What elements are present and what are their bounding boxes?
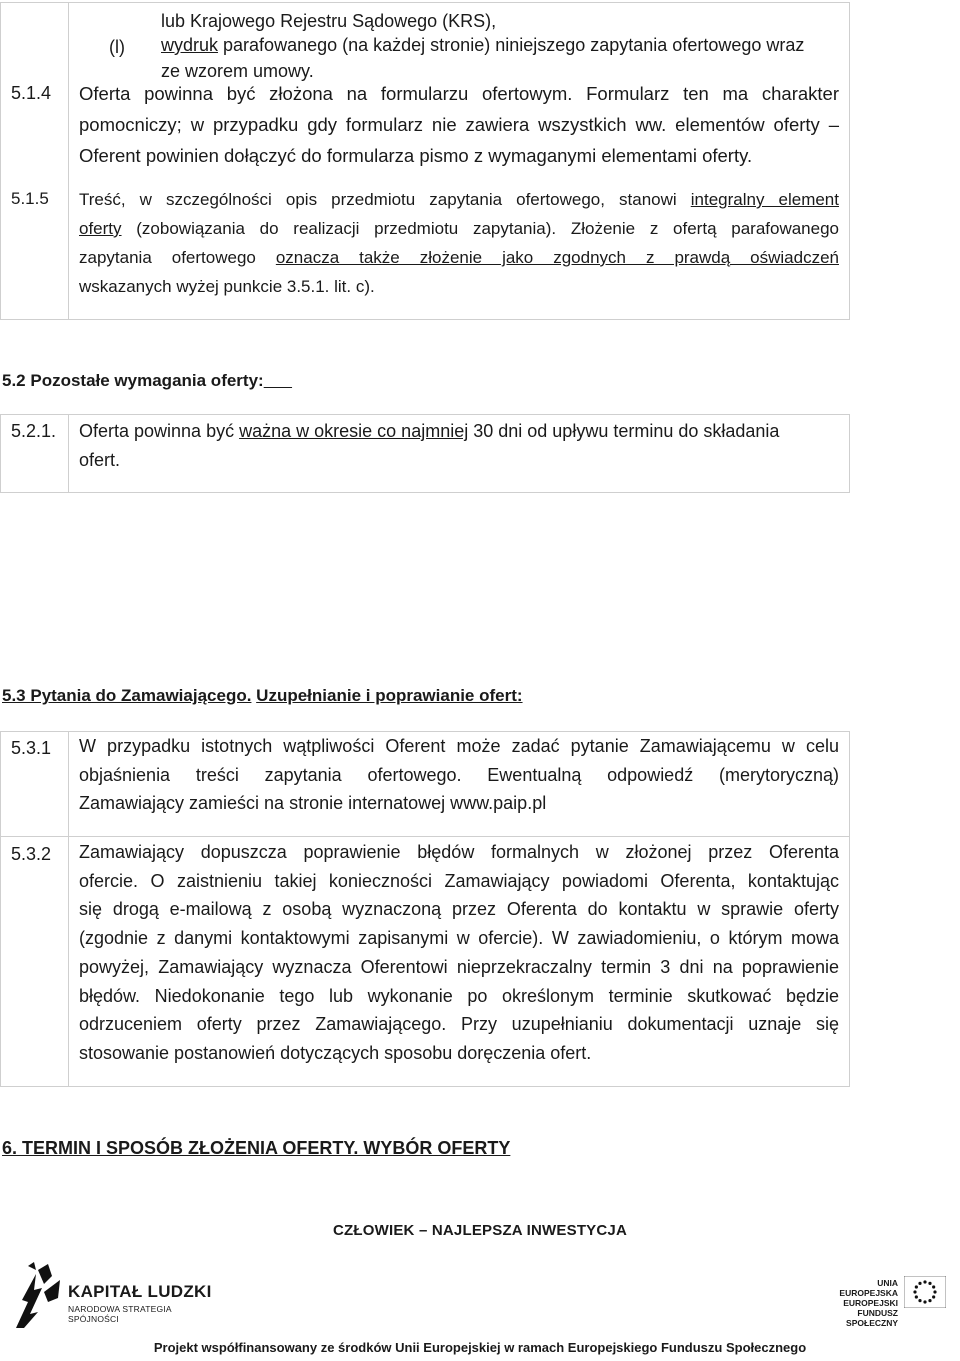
item-number-5-2-1: 5.2.1. bbox=[11, 421, 57, 441]
eu-star-icon bbox=[928, 1299, 931, 1302]
kapital-ludzki-logo bbox=[8, 1262, 218, 1332]
section-heading-5-3: 5.3 Pytania do Zamawiającego. Uzupełnianie i poprawianie ofert: bbox=[2, 686, 523, 705]
eu-logo bbox=[820, 1270, 960, 1328]
item-number-5-1-4: 5.1.4 bbox=[11, 83, 52, 103]
eu-star-icon bbox=[915, 1285, 918, 1288]
item-l-label: (l) bbox=[109, 37, 125, 57]
text-item-5-1-4: Oferta powinna być złożona na formularzu ofertowym. Formularz ten ma charakter pomocniczy; w przypadku gdy formularz nie zawiera wszystkich ww. elementów oferty – Oferent powinien dołączyć do formularza pismo z wymaganymi elementami oferty. bbox=[79, 83, 839, 166]
eu-label-1: UNIA EUROPEJSKA bbox=[839, 1278, 898, 1298]
eu-star-icon bbox=[928, 1282, 931, 1285]
eu-star-icon bbox=[933, 1290, 936, 1293]
text-item-5-3-2: Zamawiający dopuszcza poprawienie błędów formalnych w złożonej przez Oferenta ofercie. O zaistnieniu takiej konieczności Zamawiający powiadomi Oferenta, kontaktując się drogą e-mailową z osobą wyznaczoną przez Oferenta do kontaktu w sprawie oferty (zgodnie z danymi kontaktowymi zapisanymi w ofercie). W zawiadomieniu, o którym mowa powyżej, Zamawiający wyznacza Oferentowi nieprzekraczalny termin 3 dni na poprawienie błędów. Niedokonanie tego lub wykonanie po określonym terminie skutkować będzie odrzuceniem oferty przez Zamawiającego. Przy uzupełnianiu dokumentacji uznaje się stosowanie postanowień dotyczących sposobu doręczenia ofert. bbox=[79, 842, 839, 1063]
footer-slogan: CZŁOWIEK – NAJLEPSZA INWESTYCJA bbox=[333, 1222, 627, 1239]
kapital-ludzki-subtitle: NARODOWA STRATEGIA SPÓJNOŚCI bbox=[68, 1304, 172, 1324]
section-heading-6: 6. TERMIN I SPOSÓB ZŁOŻENIA OFERTY. WYBÓR OFERTY bbox=[2, 1138, 511, 1158]
footer-cofinancing-note: Projekt współfinansowany ze środków Unii Europejskiej w ramach Europejskiego Funduszu Społecznego bbox=[153, 1340, 807, 1355]
text-item-5-2-1: Oferta powinna być ważna w okresie co najmniej 30 dni od upływu terminu do składania ofert. bbox=[79, 421, 780, 470]
column-divider bbox=[68, 415, 69, 492]
eu-star-icon bbox=[932, 1285, 935, 1288]
column-divider bbox=[68, 732, 69, 1086]
table-section-5-3 bbox=[0, 731, 850, 1087]
eu-star-icon bbox=[918, 1299, 921, 1302]
text-item-5-1-5: Treść, w szczególności opis przedmiotu zapytania ofertowego, stanowi integralny element oferty (zobowiązania do realizacji przedmiotu zapytania). Złożenie z ofertą parafowanego zapytania ofertowego oznacza także złożenie jako zgodnych z prawdą oświadczeń wskazanych wyżej punkcie 3.5.1. lit. c). bbox=[79, 190, 839, 296]
section-heading-5-2: 5.2 Pozostałe wymagania oferty: bbox=[2, 371, 264, 390]
column-divider bbox=[68, 3, 69, 319]
eu-label-3: FUNDUSZ SPOŁECZNY bbox=[846, 1308, 898, 1328]
table-section-5-2 bbox=[0, 414, 850, 493]
table-section-5-1 bbox=[0, 2, 850, 320]
eu-star-icon bbox=[923, 1280, 926, 1283]
row-divider bbox=[1, 836, 849, 837]
text-item-l: wydruk parafowanego (na każdej stronie) niniejszego zapytania ofertowego wraz ze wzorem umowy. bbox=[161, 35, 805, 81]
eu-label-2: EUROPEJSKI bbox=[843, 1298, 898, 1308]
item-number-5-1-5: 5.1.5 bbox=[11, 189, 49, 208]
eu-star-icon bbox=[923, 1300, 926, 1303]
eu-star-icon bbox=[913, 1290, 916, 1293]
item-number-5-3-1: 5.3.1 bbox=[11, 738, 52, 758]
kapital-ludzki-title: KAPITAŁ LUDZKI bbox=[68, 1282, 212, 1301]
eu-flag-icon bbox=[904, 1276, 946, 1308]
text-krs-continuation: lub Krajowego Rejestru Sądowego (KRS), bbox=[161, 11, 497, 31]
eu-star-icon bbox=[932, 1295, 935, 1298]
kapital-ludzki-emblem-icon bbox=[8, 1262, 68, 1330]
text-item-5-3-1: W przypadku istotnych wątpliwości Oferent może zadać pytanie Zamawiającemu w celu objaśnienia treści zapytania ofertowego. Ewentualną odpowiedź (merytoryczną) Zamawiający zamieści na stronie internatowej www.paip.pl bbox=[79, 736, 839, 813]
eu-star-icon bbox=[915, 1295, 918, 1298]
item-number-5-3-2: 5.3.2 bbox=[11, 844, 52, 864]
eu-star-icon bbox=[918, 1282, 921, 1285]
